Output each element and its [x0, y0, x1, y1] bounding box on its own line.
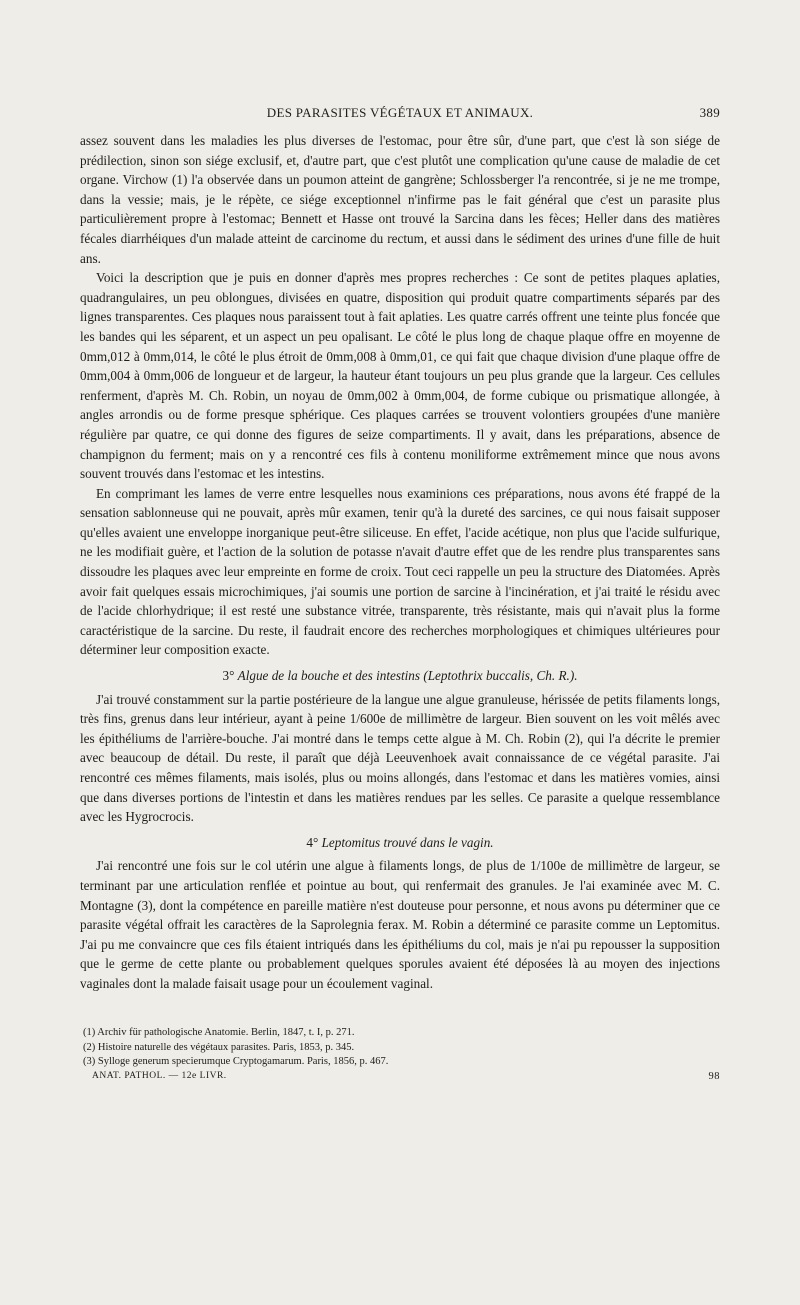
running-title: DES PARASITES VÉGÉTAUX ET ANIMAUX.	[266, 105, 534, 120]
section-number: 3°	[222, 668, 235, 684]
section-title: Leptomitus trouvé dans le vagin.	[321, 834, 494, 850]
section-title: Algue de la bouche et des intestins (Leptothrix buccalis, Ch. R.).	[237, 668, 578, 684]
footnotes	[80, 1026, 720, 1070]
footnote: (1) Archiv für pathologische Anatomie. Berlin, 1847, t. I, p. 271.	[83, 1027, 355, 1038]
page-footer	[80, 1071, 720, 1087]
page-number: 389	[699, 105, 720, 120]
section-heading-3	[80, 666, 720, 686]
paragraph: J'ai rencontré une fois sur le col utérin une algue à filaments longs, de plus de 1/100e de millimètre de largeur, se terminant par une articulation renflée et pointue au bout, qui renfermait des granules. Je l'ai examinée avec M. C. Montagne (3), dont la compétence en pareille matière n'est douteuse pour personne, et nous avons pu déterminer que ce parasite végétal offrait les caractères de la Saprolegnia ferax. M. Robin a déterminé ce parasite comme un Leptomitus. J'ai pu me convaincre que ces fils étaient intriqués dans les épithéliums du col, mais je n'ai pu repousser la supposition que le germe de cette plante ou probablement quelques sporules avaient été déposées là au moyen des injections vaginales dont la malade faisait usage pour un écoulement vaginal.	[80, 858, 720, 991]
sheet-number: 98	[708, 1071, 720, 1082]
footnote: (3) Sylloge generum specierumque Cryptogamarum. Paris, 1856, p. 467.	[83, 1056, 389, 1068]
section-heading-4	[80, 833, 720, 853]
printer-signature: ANAT. PATHOL. — 12e LIVR.	[92, 1071, 227, 1081]
body-text	[80, 131, 720, 994]
paragraph: assez souvent dans les maladies les plus diverses de l'estomac, pour être sûr, d'une part, que c'est là son siége de prédilection, sinon son siége exclusif, et, d'autre part, que c'est plutôt une complication qu'une cause de maladie de cet organe. Virchow (1) l'a observée dans un poumon atteint de gangrène; Schlossberger l'a rencontrée, si je ne me trompe, dans la vessie; mais, je le répète, ce siége exceptionnel n'infirme pas le fait général que c'est un parasite plus particulièrement propre à l'estomac; Bennett et Hasse ont trouvé la Sarcina dans les fèces; Heller dans des matières fécales diarrhéiques d'un malade atteint de carcinome du rectum, et aussi dans le sédiment des urines d'une fille de huit ans.	[80, 133, 720, 266]
paragraph: Voici la description que je puis en donner d'après mes propres recherches : Ce sont de petites plaques aplaties, quadrangulaires, un peu oblongues, divisées en quatre, disposition qui produit quatre compartiments séparés par des lignes transparentes. Ces plaques nous paraissent tout à fait aplaties. Les quatre carrés offrent une teinte plus foncée que les bandes qui les séparent, et un aspect un peu opalisant. Le côté le plus long de chaque plaque offre en moyenne de 0mm,012 à 0mm,014, le côté le plus étroit de 0mm,008 à 0mm,01, ce qui fait que chaque division d'une plaque offre de 0mm,004 à 0mm,006 de longueur et de largeur, la hauteur étant toujours un peu plus grande que la largeur. Ces cellules renferment, d'après M. Ch. Robin, un noyau de 0mm,002 à 0mm,004, de forme cubique ou prismatique allongée, à angles arrondis ou de forme presque sphérique. Ces plaques carrées se trouvent volontiers groupées d'une manière régulière par quatre, ce qui donne des figures de seize compartiments. Il y avait, dans les préparations, absence de champignon du ferment; mais on y a rencontré ces fils à contenu moniliforme extrêmement mince que nous avons souvent trouvés dans l'estomac et les intestins.	[80, 270, 720, 482]
section-number: 4°	[306, 834, 319, 850]
paragraph: J'ai trouvé constamment sur la partie postérieure de la langue une algue granuleuse, hérissée de petits filaments longs, très fins, grenus dans leur intérieur, ayant à peine 1/600e de millimètre de largeur. Bien souvent on les voit mêlés avec les épithéliums de l'arrière-bouche. J'ai montré dans le temps cette algue à M. Ch. Robin (2), qui l'a décrite le premier avec beaucoup de détail. Du reste, il paraît que déjà Leeuvenhoek avait connaissance de ce végétal parasite. J'ai rencontré ces mêmes filaments, mais isolés, plus ou moins allongés, dans l'estomac et dans les matières vomies, ainsi que dans diverses portions de l'intestin et dans les matières rendues par les selles. Ce parasite a quelque ressemblance avec les Hygrocrocis.	[80, 691, 720, 825]
footnote: (2) Histoire naturelle des végétaux parasites. Paris, 1853, p. 345.	[83, 1041, 355, 1053]
paragraph: En comprimant les lames de verre entre lesquelles nous examinions ces préparations, nous avons été frappé de la sensation sablonneuse qui ne pouvait, après mûr examen, tenir qu'à la dureté des sarcines, ce qui nous faisait supposer qu'elles avaient une enveloppe inorganique peut-être siliceuse. En effet, l'acide acétique, non plus que l'acide sulfurique, ne les modifiait guère, et l'action de la solution de potasse n'avait d'autre effet que de les rendre plus transparentes sans dissoudre les plaques avec leur empreinte en forme de croix. Tout ceci rappelle un peu la structure des Diatomées. Après avoir fait quelques essais microchimiques, j'ai soumis une portion de sarcine à l'incinération, et j'ai traité le résidu avec de l'acide chlorhydrique; il est resté une substance vitrée, transparente, très résistante, mais qui n'avait plus la forme caractéristique de la sarcine. Du reste, il faudrait encore des recherches morphologiques et chimiques ultérieures pour déterminer leur composition exacte.	[80, 485, 720, 658]
running-header	[80, 105, 720, 123]
